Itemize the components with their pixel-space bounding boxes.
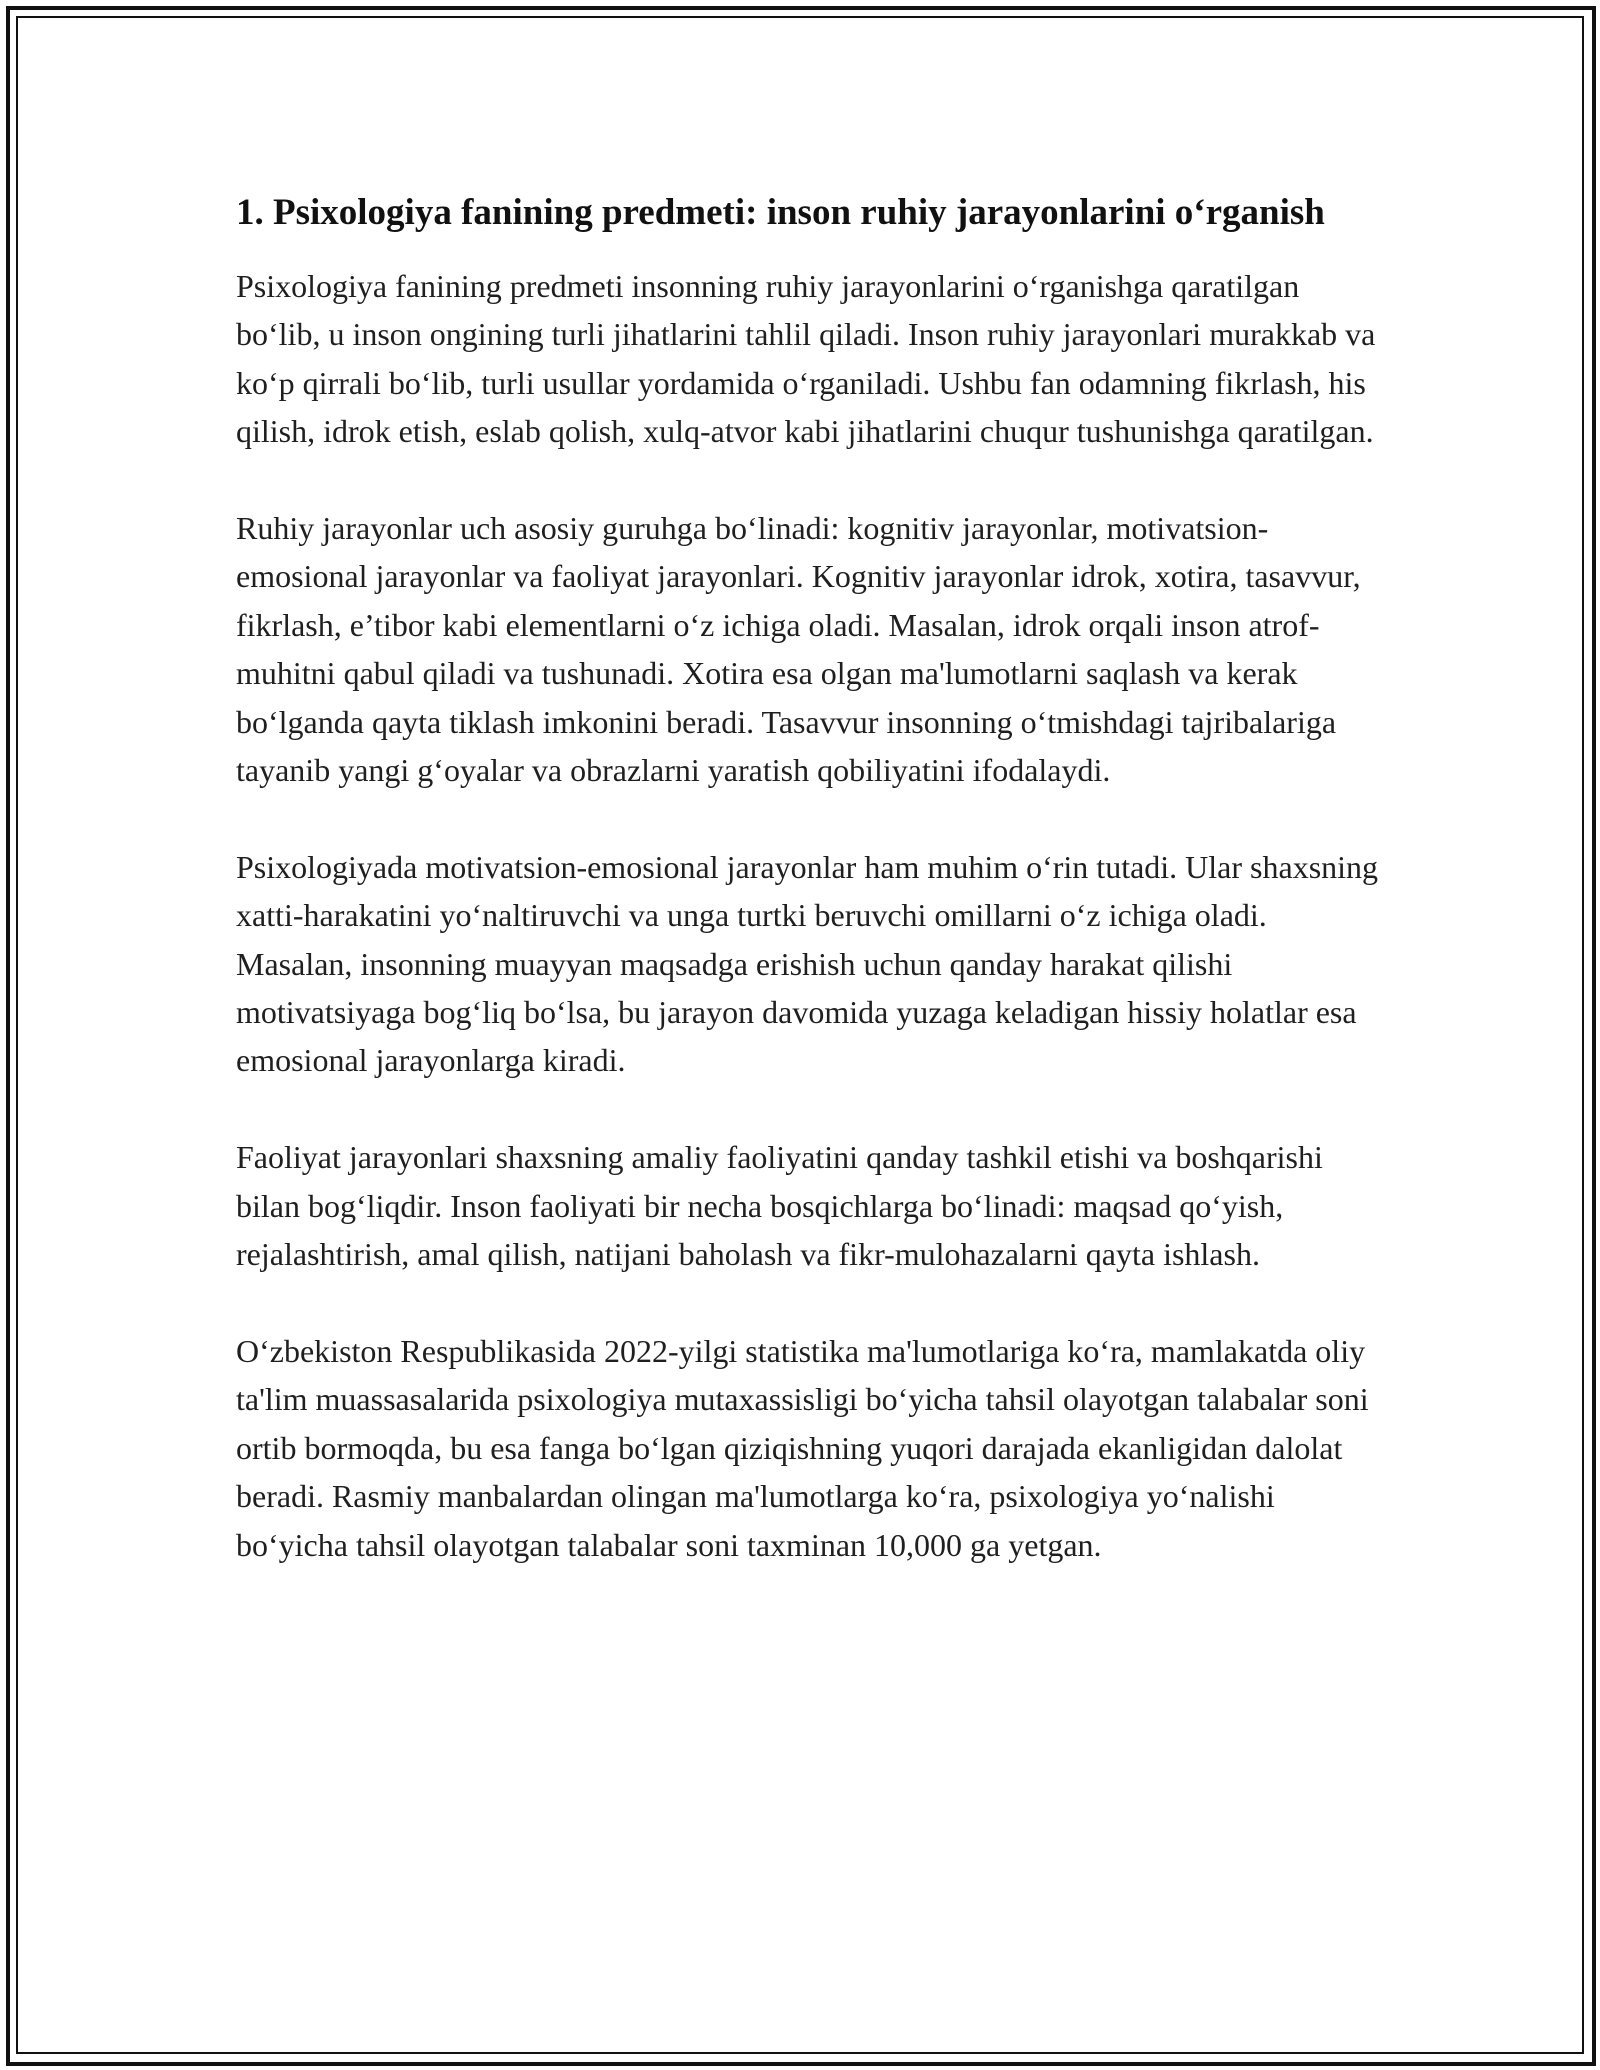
paragraph-cognitive-processes: Ruhiy jarayonlar uch asosiy guruhga bo‘linadi: kognitiv jarayonlar, motivatsion-emosional jarayonlar va faoliyat jarayonlari. Kognitiv jarayonlar idrok, xotira, tasavvur, fikrlash, e’tibor kabi elementlarni o‘z ichiga oladi. Masalan, idrok orqali inson atrof-muhitni qabul qiladi va tushunadi. Xotira esa olgan ma'lumotlarni saqlash va kerak bo‘lganda qayta tiklash imkonini beradi. Tasavvur insonning o‘tmishdagi tajribalariga tayanib yangi g‘oyalar va obrazlarni yaratish qobiliyatini ifodalaydi. [236, 510, 1361, 789]
document-body [236, 186, 1386, 1569]
paragraph-statistics: O‘zbekiston Respublikasida 2022-yilgi statistika ma'lumotlariga ko‘ra, mamlakatda oliy ta'lim muassasalarida psixologiya mutaxassisligi bo‘yicha tahsil olayotgan talabalar soni ortib bormoqda, bu esa fanga bo‘lgan qiziqishning yuqori darajada ekanligidan dalolat beradi. Rasmiy manbalardan olingan ma'lumotlarga ko‘ra, psixologiya yo‘nalishi bo‘yicha tahsil olayotgan talabalar soni taxminan 10,000 ga yetgan. [236, 1332, 1369, 1563]
paragraph-subject: Psixologiya fanining predmeti insonning ruhiy jarayonlarini o‘rganishga qaratilgan bo‘lib, u inson ongining turli jihatlarini tahlil qiladi. Inson ruhiy jarayonlari murakkab va ko‘p qirrali bo‘lib, turli usullar yordamida o‘rganiladi. Ushbu fan odamning fikrlash, his qilish, idrok etish, eslab qolish, xulq-atvor kabi jihatlarini chuqur tushunishga qaratilgan. [236, 268, 1376, 450]
paragraph-activity-processes: Faoliyat jarayonlari shaxsning amaliy faoliyatini qanday tashkil etishi va boshqarishi bilan bog‘liqdir. Inson faoliyati bir necha bosqichlarga bo‘linadi: maqsad qo‘yish, rejalashtirish, amal qilish, natijani baholash va fikr-mulohazalarni qayta ishlash. [236, 1139, 1323, 1273]
section-heading: 1. Psixologiya fanining predmeti: inson ruhiy jarayonlarini o‘rganish [236, 192, 1325, 233]
paragraph-motivational-emotional: Psixologiyada motivatsion-emosional jarayonlar ham muhim o‘rin tutadi. Ular shaxsning xatti-harakatini yo‘naltiruvchi va unga turtki beruvchi omillarni o‘z ichiga oladi. Masalan, insonning muayyan maqsadga erishish uchun qanday harakat qilishi motivatsiyaga bog‘liq bo‘lsa, bu jarayon davomida yuzaga keladigan hissiy holatlar esa emosional jarayonlarga kiradi. [236, 848, 1379, 1079]
